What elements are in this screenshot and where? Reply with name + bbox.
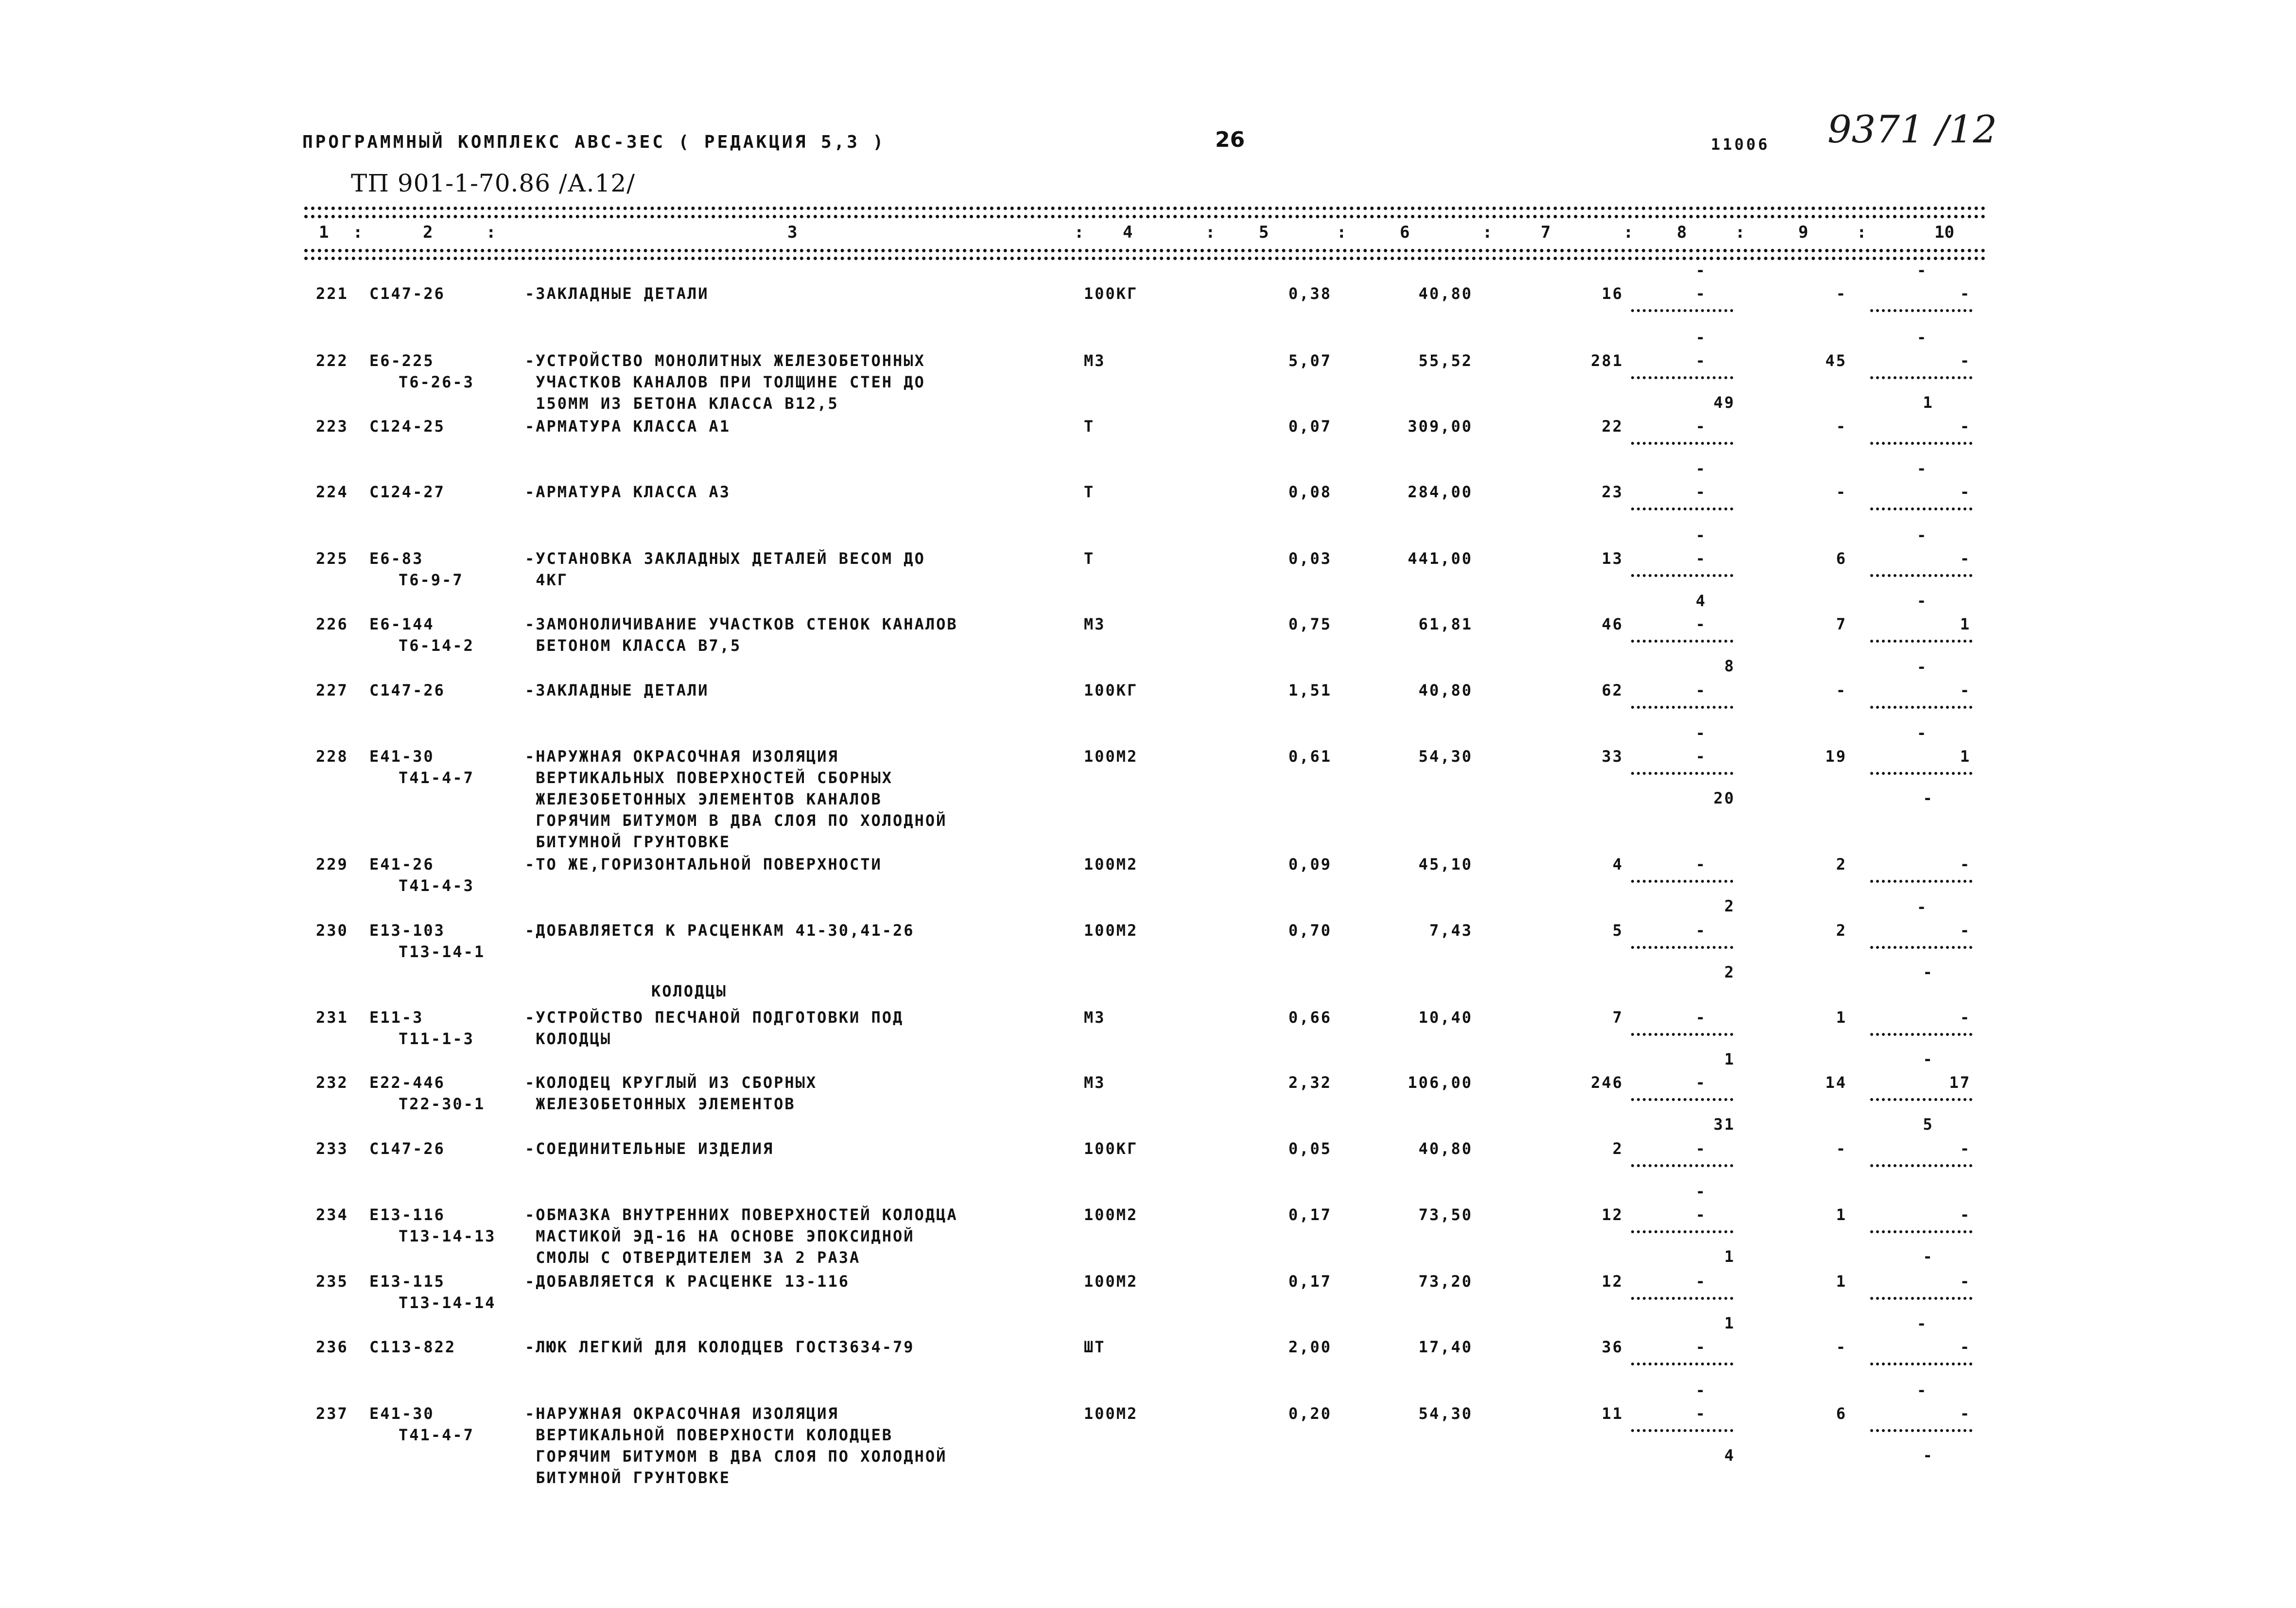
- col8-divider: [1631, 309, 1733, 312]
- col8-divider: [1631, 376, 1733, 379]
- rate-code: Е6-144: [369, 615, 435, 633]
- resource-code: Т13-14-13: [399, 1227, 496, 1245]
- total-cost: 2: [1612, 1139, 1623, 1158]
- rate-code: С124-25: [369, 417, 445, 436]
- col10-value: 1: [1960, 747, 1971, 766]
- work-description: -ЗАКЛАДНЫЕ ДЕТАЛИ: [525, 284, 709, 303]
- unit-of-measure: 100КГ: [1084, 284, 1138, 303]
- col10-value: -: [1960, 1008, 1971, 1027]
- col10-divider: [1870, 1429, 1972, 1432]
- unit-of-measure: 100М2: [1084, 855, 1138, 874]
- rate-code: Е13-103: [369, 921, 445, 940]
- column-header-3: 3: [787, 223, 798, 242]
- unit-of-measure: М3: [1084, 1073, 1106, 1092]
- work-description: -КОЛОДЕЦ КРУГЛЫЙ ИЗ СБОРНЫХ ЖЕЛЕЗОБЕТОННЫХ ЭЛЕМЕНТОВ: [525, 1073, 818, 1113]
- rate-code: С147-26: [369, 681, 445, 699]
- col10-value: -: [1960, 549, 1971, 568]
- total-cost: 7: [1612, 1008, 1623, 1027]
- quantity: 0,09: [1288, 855, 1332, 874]
- work-description: -ЛЮК ЛЕГКИЙ ДЛЯ КОЛОДЦЕВ ГОСТ3634-79: [525, 1338, 915, 1356]
- unit-of-measure: Т: [1084, 417, 1095, 436]
- unit-of-measure: Т: [1084, 483, 1095, 501]
- program-title: ПРОГРАММНЫЙ КОМПЛЕКС АВС-ЗЕС ( РЕДАКЦИЯ 5,3 ): [302, 132, 886, 152]
- col10-top-value: -: [1916, 898, 1928, 916]
- work-description: -ЗАМОНОЛИЧИВАНИЕ УЧАСТКОВ СТЕНОК КАНАЛОВ БЕТОНОМ КЛАССА В7,5: [525, 615, 958, 655]
- col10-value: -: [1960, 1139, 1971, 1158]
- total-cost: 46: [1601, 615, 1623, 633]
- col8-value: -: [1695, 921, 1707, 940]
- col8-value: -: [1695, 351, 1707, 370]
- col10-value: -: [1960, 681, 1971, 699]
- quantity: 0,61: [1288, 747, 1332, 766]
- column-separator: :: [1857, 223, 1867, 242]
- col8-divider: [1631, 1429, 1733, 1432]
- total-cost: 33: [1601, 747, 1623, 766]
- row-number: 230: [316, 921, 348, 940]
- quantity: 0,08: [1288, 483, 1332, 501]
- col8-divider: [1631, 1230, 1733, 1233]
- unit-price: 40,80: [1418, 284, 1473, 303]
- col10-top-value: -: [1916, 658, 1928, 676]
- col10-top-value: -: [1916, 328, 1928, 347]
- column-header-1: 1: [319, 223, 329, 242]
- column-header-8: 8: [1677, 223, 1687, 242]
- col10-top-value: -: [1916, 724, 1928, 742]
- resource-code: Т13-14-1: [399, 943, 486, 961]
- total-cost: 13: [1601, 549, 1623, 568]
- unit-price: 73,50: [1418, 1206, 1473, 1224]
- col8-top-value: 4: [1695, 592, 1707, 610]
- total-cost: 62: [1601, 681, 1623, 699]
- total-cost: 5: [1612, 921, 1623, 940]
- row-number: 234: [316, 1206, 348, 1224]
- unit-price: 55,52: [1418, 351, 1473, 370]
- col10-value: 1: [1960, 615, 1971, 633]
- col8-divider: [1631, 507, 1733, 510]
- col8-value: -: [1695, 681, 1707, 699]
- col10-divider: [1870, 946, 1972, 949]
- work-description: -НАРУЖНАЯ ОКРАСОЧНАЯ ИЗОЛЯЦИЯ ВЕРТИКАЛЬНЫХ ПОВЕРХНОСТЕЙ СБОРНЫХ ЖЕЛЕЗОБЕТОННЫХ ЭЛЕМЕНТОВ КАНАЛОВ ГОРЯЧИМ БИТУМОМ В ДВА СЛОЯ ПО ХОЛОДНОЙ БИТУМНОЙ ГРУНТОВКЕ: [525, 747, 947, 851]
- unit-of-measure: 100М2: [1084, 921, 1138, 940]
- col10-value: -: [1960, 483, 1971, 501]
- resource-code: Т13-14-14: [399, 1293, 496, 1312]
- col10-top-value: -: [1916, 1314, 1928, 1333]
- col10-divider: [1870, 640, 1972, 643]
- col8-divider: [1631, 1297, 1733, 1300]
- col9-value: 1: [1836, 1008, 1847, 1027]
- column-separator: :: [1623, 223, 1634, 242]
- resource-code: Т22-30-1: [399, 1095, 486, 1113]
- work-description: -АРМАТУРА КЛАССА А3: [525, 483, 731, 501]
- col8-bottom-value: 2: [1724, 897, 1735, 915]
- quantity: 0,17: [1288, 1206, 1332, 1224]
- col8-divider: [1631, 640, 1733, 643]
- total-cost: 246: [1591, 1073, 1623, 1092]
- rate-code: Е41-30: [369, 1404, 435, 1423]
- quantity: 0,05: [1288, 1139, 1332, 1158]
- col8-bottom-value: 31: [1713, 1115, 1735, 1134]
- column-header-6: 6: [1400, 223, 1410, 242]
- row-number: 231: [316, 1008, 348, 1027]
- col8-value: -: [1695, 1272, 1707, 1291]
- col9-value: 1: [1836, 1272, 1847, 1291]
- col10-value: -: [1960, 351, 1971, 370]
- unit-price: 7,43: [1429, 921, 1473, 940]
- rate-code: Е22-446: [369, 1073, 445, 1092]
- row-number: 236: [316, 1338, 348, 1356]
- resource-code: Т41-4-7: [399, 1426, 474, 1444]
- total-cost: 281: [1591, 351, 1623, 370]
- work-description: -ОБМАЗКА ВНУТРЕННИХ ПОВЕРХНОСТЕЙ КОЛОДЦА МАСТИКОЙ ЭД-16 НА ОСНОВЕ ЭПОКСИДНОЙ СМОЛЫ С ОТВЕРДИТЕЛЕМ ЗА 2 РАЗА: [525, 1206, 958, 1267]
- col10-value: -: [1960, 921, 1971, 940]
- col8-bottom-value: 4: [1724, 1446, 1735, 1465]
- unit-price: 73,20: [1418, 1272, 1473, 1291]
- col8-bottom-value: 49: [1713, 393, 1735, 412]
- total-cost: 4: [1612, 855, 1623, 874]
- work-description: -ТО ЖЕ,ГОРИЗОНТАЛЬНОЙ ПОВЕРХНОСТИ: [525, 855, 882, 874]
- quantity: 0,38: [1288, 284, 1332, 303]
- col9-value: 7: [1836, 615, 1847, 633]
- column-header-5: 5: [1259, 223, 1269, 242]
- section-title: КОЛОДЦЫ: [651, 982, 727, 1000]
- unit-of-measure: М3: [1084, 615, 1106, 633]
- col10-bottom-value: 1: [1923, 393, 1934, 412]
- col10-divider: [1870, 574, 1972, 577]
- resource-code: Т41-4-3: [399, 876, 474, 895]
- col10-top-value: -: [1916, 592, 1928, 610]
- table-row: [0, 1381, 2296, 1487]
- col10-divider: [1870, 1297, 1972, 1300]
- col8-divider: [1631, 880, 1733, 883]
- col10-divider: [1870, 1230, 1972, 1233]
- unit-price: 106,00: [1408, 1073, 1473, 1092]
- table-row: [0, 1072, 2296, 1138]
- table-row: [0, 1007, 2296, 1073]
- col8-divider: [1631, 946, 1733, 949]
- col9-value: -: [1836, 681, 1847, 699]
- unit-price: 284,00: [1408, 483, 1473, 501]
- resource-code: Т6-26-3: [399, 373, 474, 391]
- col10-divider: [1870, 1098, 1972, 1101]
- resource-code: Т41-4-7: [399, 769, 474, 787]
- col10-divider: [1870, 309, 1972, 312]
- col9-value: 14: [1825, 1073, 1847, 1092]
- col10-divider: [1870, 507, 1972, 510]
- row-number: 224: [316, 483, 348, 501]
- header-rule-top: [304, 207, 1986, 210]
- total-cost: 23: [1601, 483, 1623, 501]
- rate-code: Е41-26: [369, 855, 435, 874]
- row-number: 228: [316, 747, 348, 766]
- col10-bottom-value: -: [1923, 1050, 1934, 1068]
- col10-value: -: [1960, 1404, 1971, 1423]
- col10-bottom-value: -: [1923, 1247, 1934, 1266]
- unit-price: 441,00: [1408, 549, 1473, 568]
- col9-value: -: [1836, 1338, 1847, 1356]
- col8-value: -: [1695, 1073, 1707, 1092]
- col8-bottom-value: 2: [1724, 963, 1735, 981]
- rate-code: С124-27: [369, 483, 445, 501]
- col8-divider: [1631, 1098, 1733, 1101]
- col9-value: -: [1836, 1139, 1847, 1158]
- col8-divider: [1631, 442, 1733, 445]
- work-description: -ЗАКЛАДНЫЕ ДЕТАЛИ: [525, 681, 709, 699]
- col9-value: 2: [1836, 855, 1847, 874]
- work-description: -СОЕДИНИТЕЛЬНЫЕ ИЗДЕЛИЯ: [525, 1139, 774, 1158]
- column-header-10: 10: [1934, 223, 1954, 242]
- column-header-9: 9: [1798, 223, 1809, 242]
- col8-value: -: [1695, 417, 1707, 436]
- unit-of-measure: 100КГ: [1084, 1139, 1138, 1158]
- col8-value: -: [1695, 855, 1707, 874]
- col9-value: 2: [1836, 921, 1847, 940]
- unit-price: 54,30: [1418, 747, 1473, 766]
- table-row: [0, 1138, 2296, 1204]
- table-row: [0, 328, 2296, 416]
- col8-top-value: -: [1695, 459, 1707, 478]
- header-rule-top-2: [304, 215, 1986, 218]
- work-description: -ДОБАВЛЯЕТСЯ К РАСЦЕНКАМ 41-30,41-26: [525, 921, 915, 940]
- total-cost: 12: [1601, 1272, 1623, 1291]
- column-separator: :: [1205, 223, 1216, 242]
- quantity: 0,20: [1288, 1404, 1332, 1423]
- col8-value: -: [1695, 747, 1707, 766]
- col8-bottom-value: 1: [1724, 1050, 1735, 1068]
- unit-price: 10,40: [1418, 1008, 1473, 1027]
- col10-value: -: [1960, 284, 1971, 303]
- row-number: 221: [316, 284, 348, 303]
- resource-code: Т6-9-7: [399, 571, 464, 589]
- col10-value: -: [1960, 855, 1971, 874]
- unit-price: 61,81: [1418, 615, 1473, 633]
- col8-top-value: -: [1695, 526, 1707, 544]
- quantity: 1,51: [1288, 681, 1332, 699]
- col8-value: -: [1695, 284, 1707, 303]
- col10-divider: [1870, 442, 1972, 445]
- unit-price: 17,40: [1418, 1338, 1473, 1356]
- unit-price: 309,00: [1408, 417, 1473, 436]
- quantity: 0,66: [1288, 1008, 1332, 1027]
- col10-divider: [1870, 772, 1972, 775]
- col10-divider: [1870, 376, 1972, 379]
- unit-price: 40,80: [1418, 681, 1473, 699]
- work-description: -НАРУЖНАЯ ОКРАСОЧНАЯ ИЗОЛЯЦИЯ ВЕРТИКАЛЬНОЙ ПОВЕРХНОСТИ КОЛОДЦЕВ ГОРЯЧИМ БИТУМОМ В ДВА СЛОЯ ПО ХОЛОДНОЙ БИТУМНОЙ ГРУНТОВКЕ: [525, 1404, 947, 1487]
- unit-of-measure: 100М2: [1084, 1272, 1138, 1291]
- col8-bottom-value: 8: [1724, 657, 1735, 675]
- row-number: 222: [316, 351, 348, 370]
- col9-value: 6: [1836, 1404, 1847, 1423]
- column-header-7: 7: [1541, 223, 1551, 242]
- col8-top-value: -: [1695, 261, 1707, 280]
- rate-code: Е11-3: [369, 1008, 424, 1027]
- work-description: -УСТРОЙСТВО ПЕСЧАНОЙ ПОДГОТОВКИ ПОД КОЛОДЦЫ: [525, 1008, 904, 1048]
- quantity: 2,00: [1288, 1338, 1332, 1356]
- column-header-4: 4: [1123, 223, 1133, 242]
- quantity: 0,07: [1288, 417, 1332, 436]
- row-number: 223: [316, 417, 348, 436]
- quantity: 0,75: [1288, 615, 1332, 633]
- row-number: 227: [316, 681, 348, 699]
- col8-divider: [1631, 1164, 1733, 1167]
- row-number: 225: [316, 549, 348, 568]
- col8-divider: [1631, 772, 1733, 775]
- rate-code: Е6-225: [369, 351, 435, 370]
- col10-divider: [1870, 1363, 1972, 1365]
- col8-divider: [1631, 1363, 1733, 1365]
- column-separator: :: [486, 223, 496, 242]
- col9-value: -: [1836, 483, 1847, 501]
- rate-code: Е6-83: [369, 549, 424, 568]
- row-number: 235: [316, 1272, 348, 1291]
- col10-top-value: -: [1916, 261, 1928, 280]
- col8-top-value: -: [1695, 1182, 1707, 1201]
- col10-top-value: -: [1916, 459, 1928, 478]
- total-cost: 11: [1601, 1404, 1623, 1423]
- column-separator: :: [1337, 223, 1347, 242]
- col10-value: -: [1960, 417, 1971, 436]
- row-number: 229: [316, 855, 348, 874]
- col10-bottom-value: -: [1923, 963, 1934, 981]
- rate-code: Е13-115: [369, 1272, 445, 1291]
- unit-of-measure: 100КГ: [1084, 681, 1138, 699]
- resource-code: Т6-14-2: [399, 636, 474, 655]
- col8-divider: [1631, 706, 1733, 709]
- rate-code: С147-26: [369, 284, 445, 303]
- table-row: [0, 724, 2296, 851]
- unit-price: 40,80: [1418, 1139, 1473, 1158]
- quantity: 5,07: [1288, 351, 1332, 370]
- col10-bottom-value: -: [1923, 789, 1934, 807]
- col10-bottom-value: -: [1923, 1446, 1934, 1465]
- col8-top-value: -: [1695, 724, 1707, 742]
- quantity: 2,32: [1288, 1073, 1332, 1092]
- col9-value: -: [1836, 417, 1847, 436]
- total-cost: 36: [1601, 1338, 1623, 1356]
- col10-value: -: [1960, 1272, 1971, 1291]
- col10-divider: [1870, 706, 1972, 709]
- work-description: -УСТАНОВКА ЗАКЛАДНЫХ ДЕТАЛЕЙ ВЕСОМ ДО 4КГ: [525, 549, 925, 589]
- col8-value: -: [1695, 615, 1707, 633]
- table-row: [0, 898, 2296, 986]
- col10-divider: [1870, 880, 1972, 883]
- resource-code: Т11-1-3: [399, 1030, 474, 1048]
- unit-of-measure: М3: [1084, 1008, 1106, 1027]
- total-cost: 22: [1601, 417, 1623, 436]
- col8-divider: [1631, 1033, 1733, 1036]
- unit-of-measure: Т: [1084, 549, 1095, 568]
- handwritten-sheet-number: 9371 /12: [1827, 108, 1997, 152]
- column-separator: :: [1735, 223, 1745, 242]
- col8-top-value: -: [1695, 1381, 1707, 1399]
- rate-code: Е41-30: [369, 747, 435, 766]
- col8-divider: [1631, 574, 1733, 577]
- column-separator: :: [1482, 223, 1493, 242]
- unit-of-measure: ШТ: [1084, 1338, 1106, 1356]
- col10-top-value: -: [1916, 1381, 1928, 1399]
- work-description: -АРМАТУРА КЛАССА А1: [525, 417, 731, 436]
- page-number: 26: [1215, 127, 1245, 152]
- quantity: 0,17: [1288, 1272, 1332, 1291]
- document-code: 11006: [1711, 135, 1770, 154]
- col10-value: -: [1960, 1338, 1971, 1356]
- document-subtitle: ТП 901-1-70.86 /А.12/: [351, 169, 635, 197]
- unit-price: 54,30: [1418, 1404, 1473, 1423]
- total-cost: 12: [1601, 1206, 1623, 1224]
- row-number: 233: [316, 1139, 348, 1158]
- col8-value: -: [1695, 1206, 1707, 1224]
- col10-bottom-value: 5: [1923, 1115, 1934, 1134]
- col9-value: 6: [1836, 549, 1847, 568]
- unit-of-measure: 100М2: [1084, 747, 1138, 766]
- col8-bottom-value: 20: [1713, 789, 1735, 807]
- rate-code: С113-822: [369, 1338, 456, 1356]
- column-header-2: 2: [423, 223, 433, 242]
- total-cost: 16: [1601, 284, 1623, 303]
- col10-value: 17: [1949, 1073, 1971, 1092]
- col8-bottom-value: 1: [1724, 1247, 1735, 1266]
- unit-of-measure: 100М2: [1084, 1404, 1138, 1423]
- column-separator: :: [353, 223, 363, 242]
- rate-code: Е13-116: [369, 1206, 445, 1224]
- rate-code: С147-26: [369, 1139, 445, 1158]
- col8-bottom-value: 1: [1724, 1314, 1735, 1332]
- unit-of-measure: 100М2: [1084, 1206, 1138, 1224]
- col8-value: -: [1695, 1338, 1707, 1356]
- column-separator: :: [1074, 223, 1084, 242]
- col8-value: -: [1695, 549, 1707, 568]
- col10-value: -: [1960, 1206, 1971, 1224]
- col10-top-value: -: [1916, 526, 1928, 544]
- col8-value: -: [1695, 1139, 1707, 1158]
- col8-top-value: -: [1695, 328, 1707, 347]
- unit-price: 45,10: [1418, 855, 1473, 874]
- unit-of-measure: М3: [1084, 351, 1106, 370]
- col9-value: 19: [1825, 747, 1847, 766]
- col9-value: -: [1836, 284, 1847, 303]
- work-description: -УСТРОЙСТВО МОНОЛИТНЫХ ЖЕЛЕЗОБЕТОННЫХ УЧАСТКОВ КАНАЛОВ ПРИ ТОЛЩИНЕ СТЕН ДО 150ММ ИЗ БЕТОНА КЛАССА В12,5: [525, 351, 925, 413]
- col8-value: -: [1695, 483, 1707, 501]
- header-rule-bottom: [304, 249, 1986, 252]
- work-description: -ДОБАВЛЯЕТСЯ К РАСЦЕНКЕ 13-116: [525, 1272, 850, 1291]
- quantity: 0,03: [1288, 549, 1332, 568]
- col10-divider: [1870, 1033, 1972, 1036]
- row-number: 232: [316, 1073, 348, 1092]
- table-row: [0, 1182, 2296, 1270]
- quantity: 0,70: [1288, 921, 1332, 940]
- col9-value: 45: [1825, 351, 1847, 370]
- row-number: 226: [316, 615, 348, 633]
- col9-value: 1: [1836, 1206, 1847, 1224]
- row-number: 237: [316, 1404, 348, 1423]
- col8-value: -: [1695, 1008, 1707, 1027]
- col10-divider: [1870, 1164, 1972, 1167]
- col8-value: -: [1695, 1404, 1707, 1423]
